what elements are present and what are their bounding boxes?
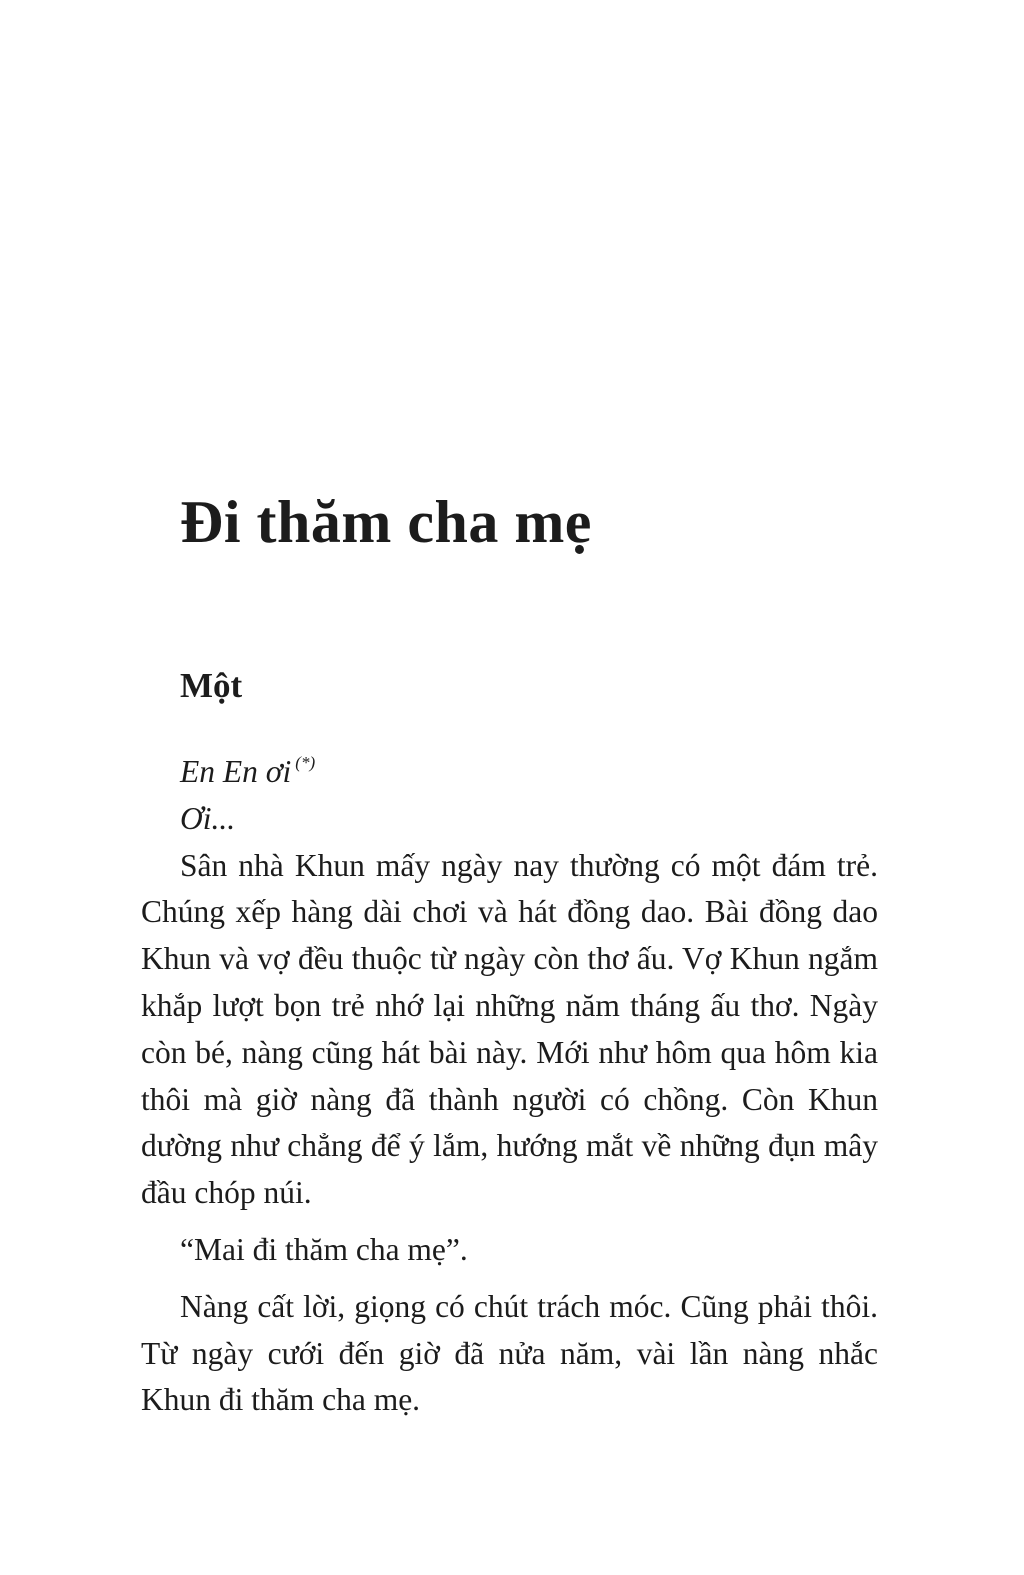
paragraph: “Mai đi thăm cha mẹ”. bbox=[180, 1231, 468, 1267]
body-text bbox=[141, 749, 878, 1424]
verse-line bbox=[141, 749, 878, 796]
footnote-marker: (*) bbox=[295, 753, 316, 772]
paragraph: Nàng cất lời, giọng có chút trách móc. Cũng phải thôi. Từ ngày cưới đến giờ đã nửa năm, vài lần nàng nhắc Khun đi thăm cha mẹ. bbox=[141, 1288, 878, 1418]
chapter-title: Đi thăm cha mẹ bbox=[180, 489, 592, 555]
paragraph: Sân nhà Khun mấy ngày nay thường có một đám trẻ. Chúng xếp hàng dài chơi và hát đồng dao. Bài đồng dao Khun và vợ đều thuộc từ ngày còn thơ ấu. Vợ Khun ngắm khắp lượt bọn trẻ nhớ lại những năm tháng ấu thơ. Ngày còn bé, nàng cũng hát bài này. Mới như hôm qua hôm kia thôi mà giờ nàng đã thành người có chồng. Còn Khun dường như chẳng để ý lắm, hướng mắt về những đụn mây đầu chóp núi. bbox=[141, 847, 878, 1211]
section-title: Một bbox=[180, 666, 243, 705]
verse-line-text: En En ơi bbox=[180, 754, 292, 789]
verse-line: Ơi... bbox=[180, 800, 236, 836]
